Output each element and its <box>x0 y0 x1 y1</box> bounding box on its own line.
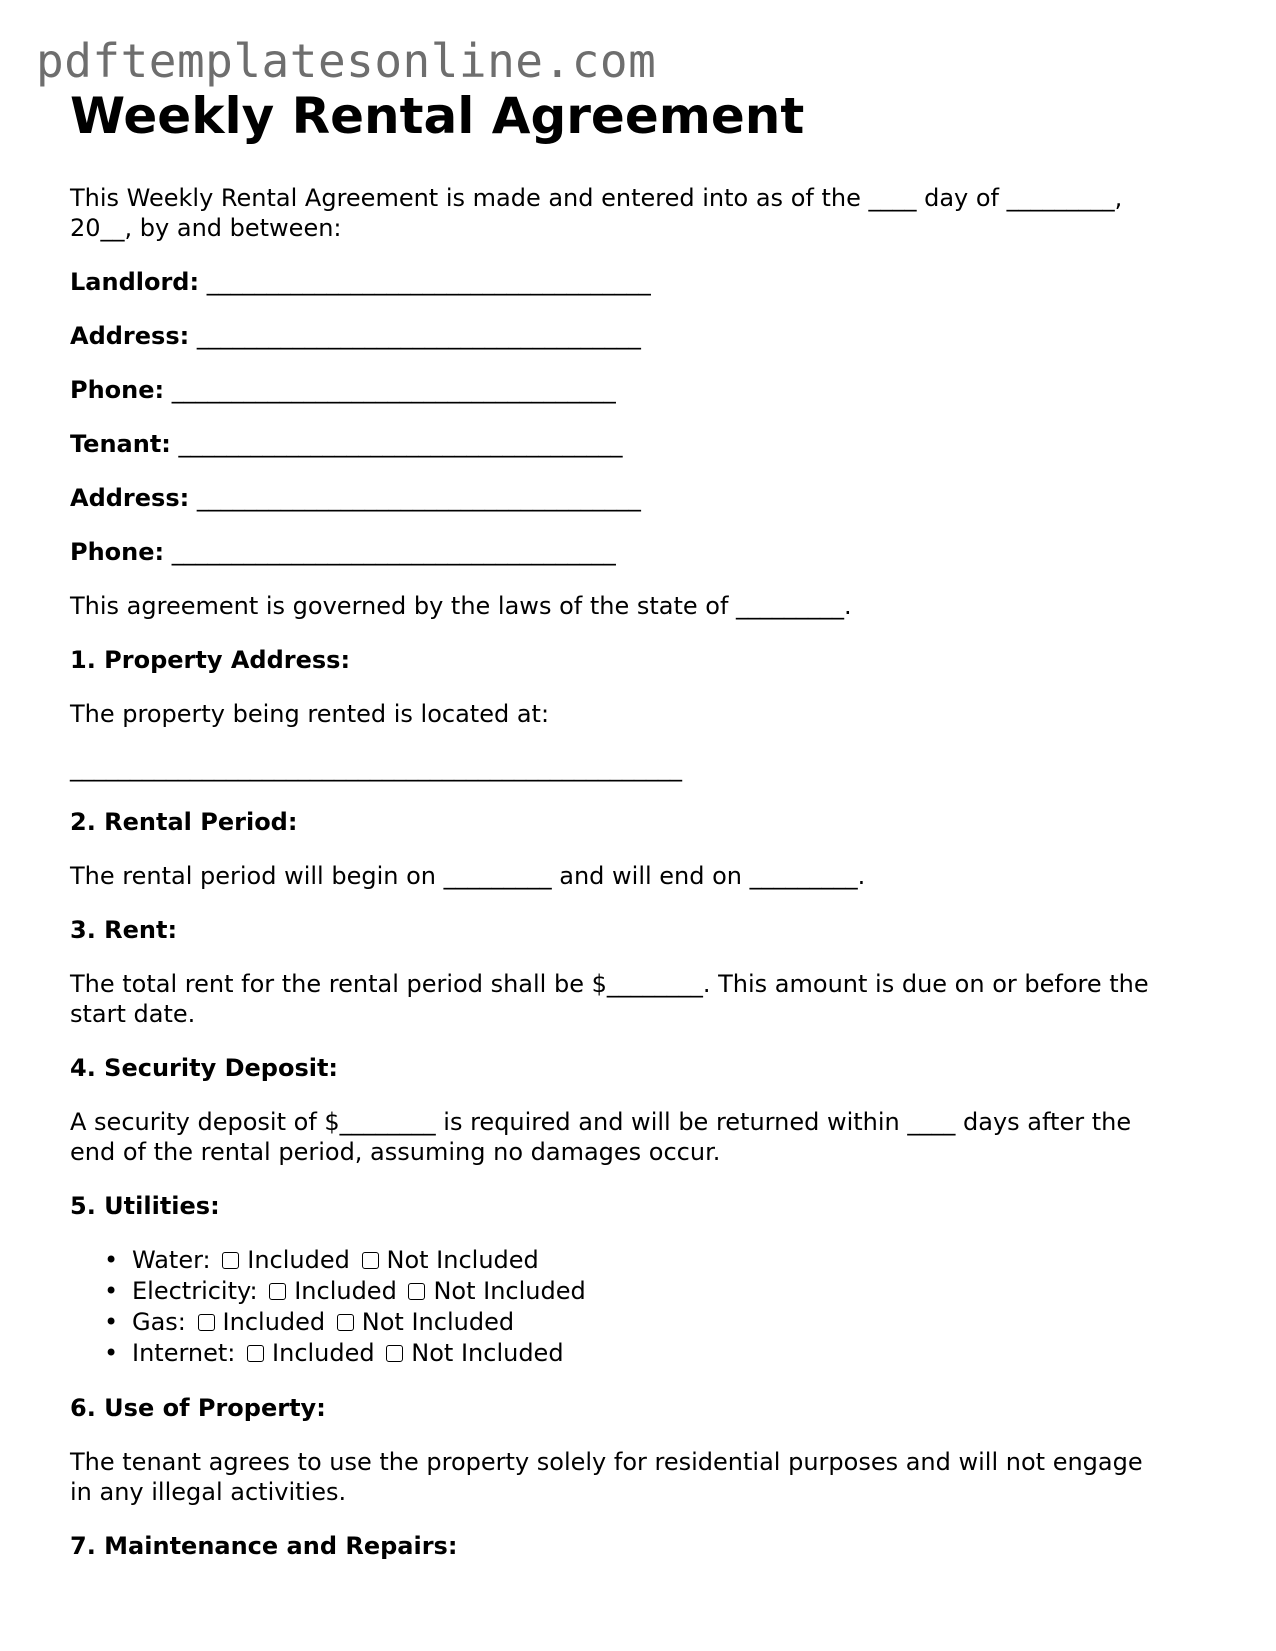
landlord-phone-blank[interactable]: _____________________________________ <box>171 375 616 404</box>
gas-included-checkbox[interactable] <box>198 1314 215 1331</box>
section-heading-utilities: 5. Utilities: <box>70 1191 220 1220</box>
not-included-label: Not Included <box>386 1245 539 1274</box>
utility-item-gas <box>104 1307 1220 1338</box>
property-text: The property being rented is located at: <box>70 699 550 728</box>
included-label: Included <box>272 1338 375 1367</box>
intro-paragraph <box>70 183 1220 243</box>
intro-line-1: This Weekly Rental Agreement is made and entered into as of the ____ day of _________, <box>70 183 1123 212</box>
utility-item-water <box>104 1245 1220 1276</box>
watermark: pdftemplatesonline.com <box>36 34 657 88</box>
landlord-field[interactable] <box>70 267 1220 297</box>
bullet-icon: • <box>104 1276 119 1305</box>
included-label: Included <box>222 1307 326 1336</box>
bullet-icon: • <box>104 1307 119 1336</box>
utility-item-internet <box>104 1338 1220 1369</box>
deposit-paragraph <box>70 1107 1220 1167</box>
not-included-label: Not Included <box>361 1307 515 1336</box>
intro-line-2: 20__, by and between: <box>70 213 342 242</box>
document-body <box>70 87 1220 1585</box>
use-line-2: in any illegal activities. <box>70 1477 347 1506</box>
landlord-phone-label: Phone: <box>70 375 165 404</box>
property-address-blank[interactable]: ___________________________________________________ <box>70 753 682 782</box>
utility-name: Internet: <box>132 1338 236 1367</box>
bullet-icon: • <box>104 1245 119 1274</box>
document-title: Weekly Rental Agreement <box>70 87 805 145</box>
tenant-address-field[interactable] <box>70 483 1220 513</box>
tenant-label: Tenant: <box>70 429 171 458</box>
tenant-phone-field[interactable] <box>70 537 1220 567</box>
use-paragraph <box>70 1447 1220 1507</box>
included-label: Included <box>294 1276 397 1305</box>
utility-item-electricity <box>104 1276 1220 1307</box>
section-heading-period: 2. Rental Period: <box>70 807 298 836</box>
rent-line-1: The total rent for the rental period shall be $________. This amount is due on or before the <box>70 969 1149 998</box>
water-not-included-checkbox[interactable] <box>362 1252 379 1269</box>
tenant-phone-label: Phone: <box>70 537 165 566</box>
landlord-phone-field[interactable] <box>70 375 1220 405</box>
utility-name: Water: <box>132 1245 211 1274</box>
utility-name: Electricity: <box>132 1276 258 1305</box>
not-included-label: Not Included <box>433 1276 586 1305</box>
tenant-phone-blank[interactable]: _____________________________________ <box>171 537 616 566</box>
included-label: Included <box>247 1245 350 1274</box>
electricity-included-checkbox[interactable] <box>269 1283 286 1300</box>
internet-not-included-checkbox[interactable] <box>386 1345 403 1362</box>
section-heading-deposit: 4. Security Deposit: <box>70 1053 339 1082</box>
not-included-label: Not Included <box>411 1338 564 1367</box>
bullet-icon: • <box>104 1338 119 1367</box>
section-heading-property: 1. Property Address: <box>70 645 351 674</box>
rent-paragraph <box>70 969 1220 1029</box>
tenant-address-blank[interactable]: _____________________________________ <box>196 483 641 512</box>
landlord-address-label: Address: <box>70 321 190 350</box>
utilities-list <box>70 1245 1220 1369</box>
section-heading-rent: 3. Rent: <box>70 915 178 944</box>
section-heading-maintenance: 7. Maintenance and Repairs: <box>70 1531 458 1560</box>
landlord-address-blank[interactable]: _____________________________________ <box>196 321 641 350</box>
deposit-line-1: A security deposit of $________ is required and will be returned within ____ days after the <box>70 1107 1132 1136</box>
internet-included-checkbox[interactable] <box>247 1345 264 1362</box>
deposit-line-2: end of the rental period, assuming no damages occur. <box>70 1137 721 1166</box>
landlord-label: Landlord: <box>70 267 200 296</box>
gas-not-included-checkbox[interactable] <box>337 1314 354 1331</box>
landlord-address-field[interactable] <box>70 321 1220 351</box>
tenant-blank[interactable]: _____________________________________ <box>178 429 623 458</box>
rent-line-2: start date. <box>70 999 196 1028</box>
landlord-blank[interactable]: _____________________________________ <box>206 267 651 296</box>
tenant-field[interactable] <box>70 429 1220 459</box>
period-text: The rental period will begin on _________ and will end on _________. <box>70 861 866 890</box>
utility-name: Gas: <box>132 1307 186 1336</box>
tenant-address-label: Address: <box>70 483 190 512</box>
section-heading-use: 6. Use of Property: <box>70 1393 326 1422</box>
water-included-checkbox[interactable] <box>222 1252 239 1269</box>
electricity-not-included-checkbox[interactable] <box>408 1283 425 1300</box>
governing-law: This agreement is governed by the laws of the state of _________. <box>70 591 852 620</box>
use-line-1: The tenant agrees to use the property solely for residential purposes and will not engage <box>70 1447 1143 1476</box>
